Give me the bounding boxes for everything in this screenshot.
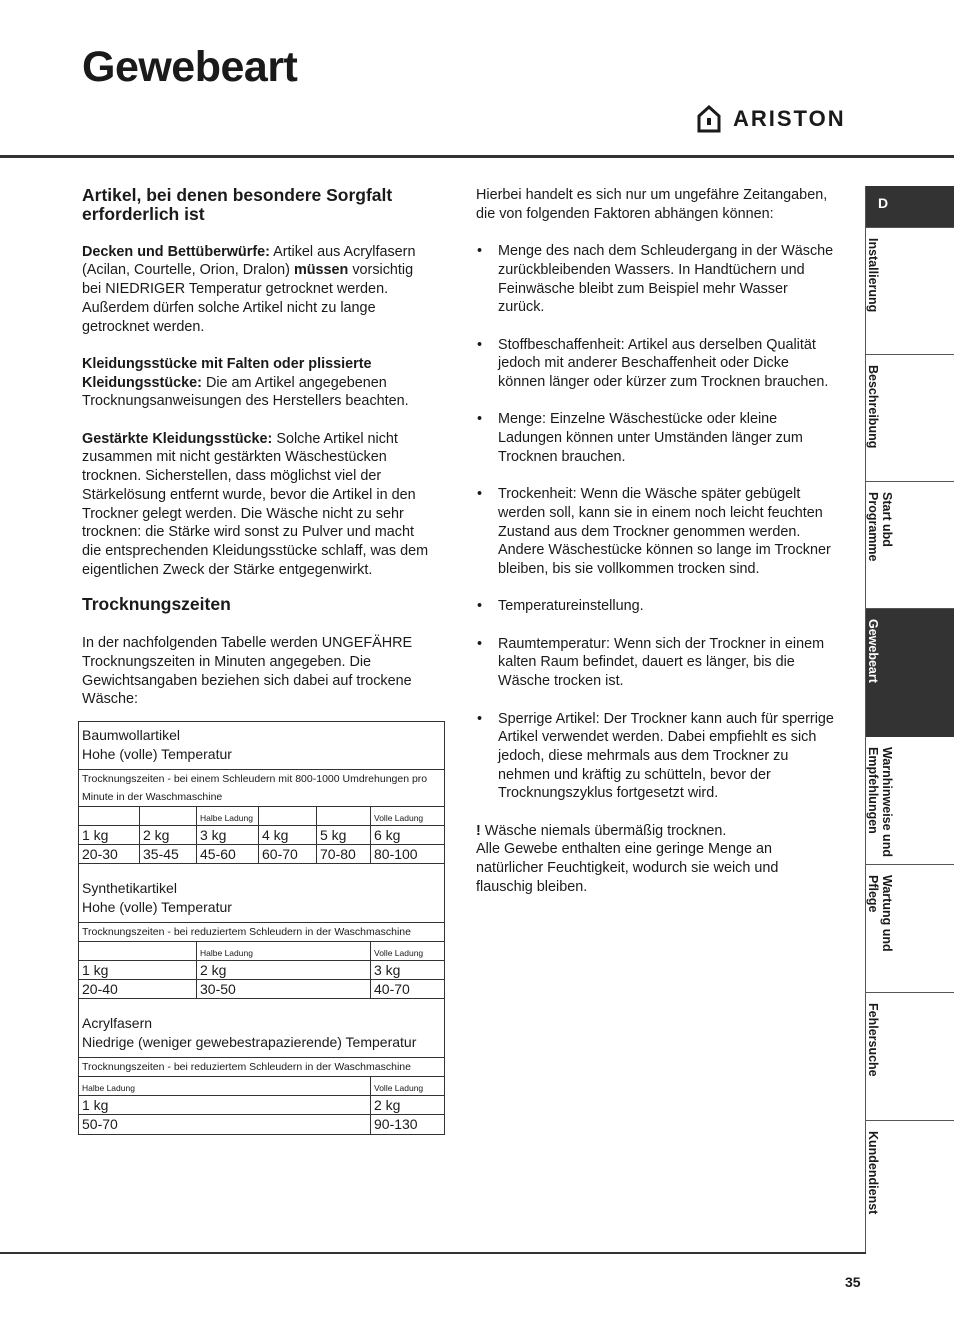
time-cell: 40-70: [371, 980, 444, 999]
time-cell: 60-70: [259, 845, 317, 864]
paragraph-blankets: Decken und Bettüberwürfe: Artikel aus Acrylfasern (Acilan, Courtelle, Orion, Dralon) müssen vorsichtig bei NIEDRIGER Temperatur getrocknet werden. Außerdem dürfen solche Artikel nicht zu lange getrocknet werden.: [82, 243, 416, 335]
half-load-label: Halbe Ladung: [197, 807, 259, 826]
acrylic-header: Acrylfasern Niedrige (weniger gewebestrapazierende) Temperatur: [79, 999, 444, 1058]
weight-cell: 4 kg: [259, 826, 317, 845]
moisture-note: Alle Gewebe enthalten eine geringe Menge an natürlicher Feuchtigkeit, wodurch sie weich und flauschig bleiben.: [476, 841, 779, 895]
acrylic-note: Trocknungszeiten - bei reduziertem Schleudern in der Waschmaschine: [79, 1058, 444, 1077]
weight-cell: 1 kg: [79, 826, 140, 845]
time-cell: 80-100: [371, 845, 444, 864]
section-heading-care: Artikel, bei denen besondere Sorgfalt erforderlich ist: [82, 185, 393, 224]
time-cell: 35-45: [140, 845, 197, 864]
cotton-grid: [79, 807, 444, 864]
tab-start-programme[interactable]: Start ubd Programme: [866, 482, 954, 609]
tab-installierung[interactable]: Installierung: [866, 228, 954, 355]
weight-cell: 6 kg: [371, 826, 444, 845]
left-column: [82, 186, 434, 709]
tab-fehlersuche[interactable]: Fehlersuche: [866, 993, 954, 1121]
acrylic-grid: [79, 1077, 444, 1134]
tab-kundendienst[interactable]: Kundendienst: [866, 1131, 880, 1215]
brand-logo: [697, 104, 846, 134]
weight-cell: 3 kg: [197, 826, 259, 845]
tab-gewebeart[interactable]: Gewebeart: [866, 609, 954, 737]
warning-note: ! Wäsche niemals übermäßig trocknen.: [476, 822, 727, 839]
factor-bullet: • Temperatureinstellung.: [476, 597, 836, 616]
drying-times-table: [78, 721, 445, 1135]
cotton-note: Trocknungszeiten - bei einem Schleudern mit 800-1000 Umdrehungen pro Minute in der Waschmaschine: [79, 770, 444, 807]
page-title: Gewebeart: [82, 43, 298, 91]
ariston-house-icon: [697, 105, 721, 133]
factor-bullet: • Stoffbeschaffenheit: Artikel aus derselben Qualität jedoch mit anderer Beschaffenheit oder Dicke können länger oder kürzer zum Trocknen brauchen.: [476, 336, 836, 392]
half-load-label: Halbe Ladung: [79, 1077, 371, 1096]
tab-beschreibung[interactable]: Beschreibung: [866, 355, 954, 482]
tab-wartung[interactable]: Wartung und Pflege: [866, 865, 954, 993]
time-cell: 30-50: [197, 980, 371, 999]
brand-name: ARISTON: [733, 106, 846, 131]
warning-icon: !: [476, 822, 481, 839]
weight-cell: 3 kg: [371, 961, 444, 980]
language-tab[interactable]: D: [866, 186, 954, 228]
weight-cell: 1 kg: [79, 1096, 371, 1115]
weight-cell: 1 kg: [79, 961, 197, 980]
factor-bullet: • Raumtemperatur: Wenn sich der Trockner in einem kalten Raum befindet, dauert es länger, bis die Wäsche trocken ist.: [476, 635, 836, 691]
tab-warnhinweise[interactable]: Warnhinweise und Empfehlungen: [866, 737, 954, 865]
paragraph-pleated: Kleidungsstücke mit Falten oder plissierte Kleidungsstücke: Die am Artikel angegebenen Trocknungsanweisungen des Herstellers beachten.: [82, 355, 409, 410]
right-column: [476, 186, 836, 897]
footer-divider: [0, 1252, 866, 1254]
weight-cell: 2 kg: [197, 961, 371, 980]
time-cell: 20-30: [79, 845, 140, 864]
synthetic-note: Trocknungszeiten - bei reduziertem Schleudern in der Waschmaschine: [79, 923, 444, 942]
page-number: 35: [845, 1274, 861, 1290]
full-load-label: Volle Ladung: [371, 807, 444, 826]
section-sidebar: [865, 186, 954, 1252]
factor-bullet: • Menge des nach dem Schleudergang in der Wäsche zurückbleibenden Wassers. In Handtüchern und Feinwäsche bleibt zum Beispiel mehr Wasser zurück.: [476, 242, 836, 317]
weight-cell: 5 kg: [317, 826, 371, 845]
section-heading-drying-times: Trocknungszeiten: [82, 594, 231, 615]
weight-cell: 2 kg: [140, 826, 197, 845]
factor-bullet: • Sperrige Artikel: Der Trockner kann auch für sperrige Artikel verwendet werden. Dabei empfiehlt es sich jedoch, diese mehrmals aus dem Trockner zu nehmen und kräftig zu schütteln, bevor der Trocknungszyklus fortgesetzt wird.: [476, 710, 836, 804]
synthetic-header: Synthetikartikel Hohe (volle) Temperatur: [79, 864, 444, 923]
time-cell: 50-70: [79, 1115, 371, 1134]
weight-cell: 2 kg: [371, 1096, 444, 1115]
synthetic-grid: [79, 942, 444, 999]
time-cell: 20-40: [79, 980, 197, 999]
header-divider: [0, 155, 954, 158]
time-cell: 90-130: [374, 1116, 418, 1132]
factors-intro: Hierbei handelt es sich nur um ungefähre Zeitangaben, die von folgenden Faktoren abhängen können:: [476, 187, 828, 222]
cotton-header: Baumwollartikel Hohe (volle) Temperatur: [79, 722, 444, 770]
paragraph-starched: Gestärkte Kleidungsstücke: Solche Artikel nicht zusammen mit nicht gestärkten Wäschestücken trocknen. Sicherstellen, dass möglichst viel der Stärkelösung entfernt wurde, bevor die Artikel in den Trockner gelegt werden. Die Wäsche nicht zu sehr trocknen: die Stärke wird sonst zu Pulver und macht die entsprechenden Kleidungsstücke schlaff, was dem eigentlichen Zweck der Stärke entgegenwirkt.: [82, 430, 429, 578]
factor-bullet: • Menge: Einzelne Wäschestücke oder kleine Ladungen können unter Umständen länger zum Trocknen brauchen.: [476, 410, 836, 466]
full-load-label: Volle Ladung: [371, 942, 444, 961]
time-cell: 70-80: [317, 845, 371, 864]
time-cell: 45-60: [197, 845, 259, 864]
factor-bullet: • Trockenheit: Wenn die Wäsche später gebügelt werden soll, kann sie in einem noch leicht feuchten Zustand aus dem Trockner genommen werden. Andere Wäschestücke können so lange im Trockner bleiben, bis sie vollkommen trocken sind.: [476, 485, 836, 579]
half-load-label: Halbe Ladung: [197, 942, 371, 961]
full-load-label: Volle Ladung: [371, 1077, 444, 1096]
paragraph-table-intro: In der nachfolgenden Tabelle werden UNGEFÄHRE Trocknungszeiten in Minuten angegeben. Die Gewichtsangaben beziehen sich dabei auf trockene Wäsche:: [82, 635, 413, 708]
